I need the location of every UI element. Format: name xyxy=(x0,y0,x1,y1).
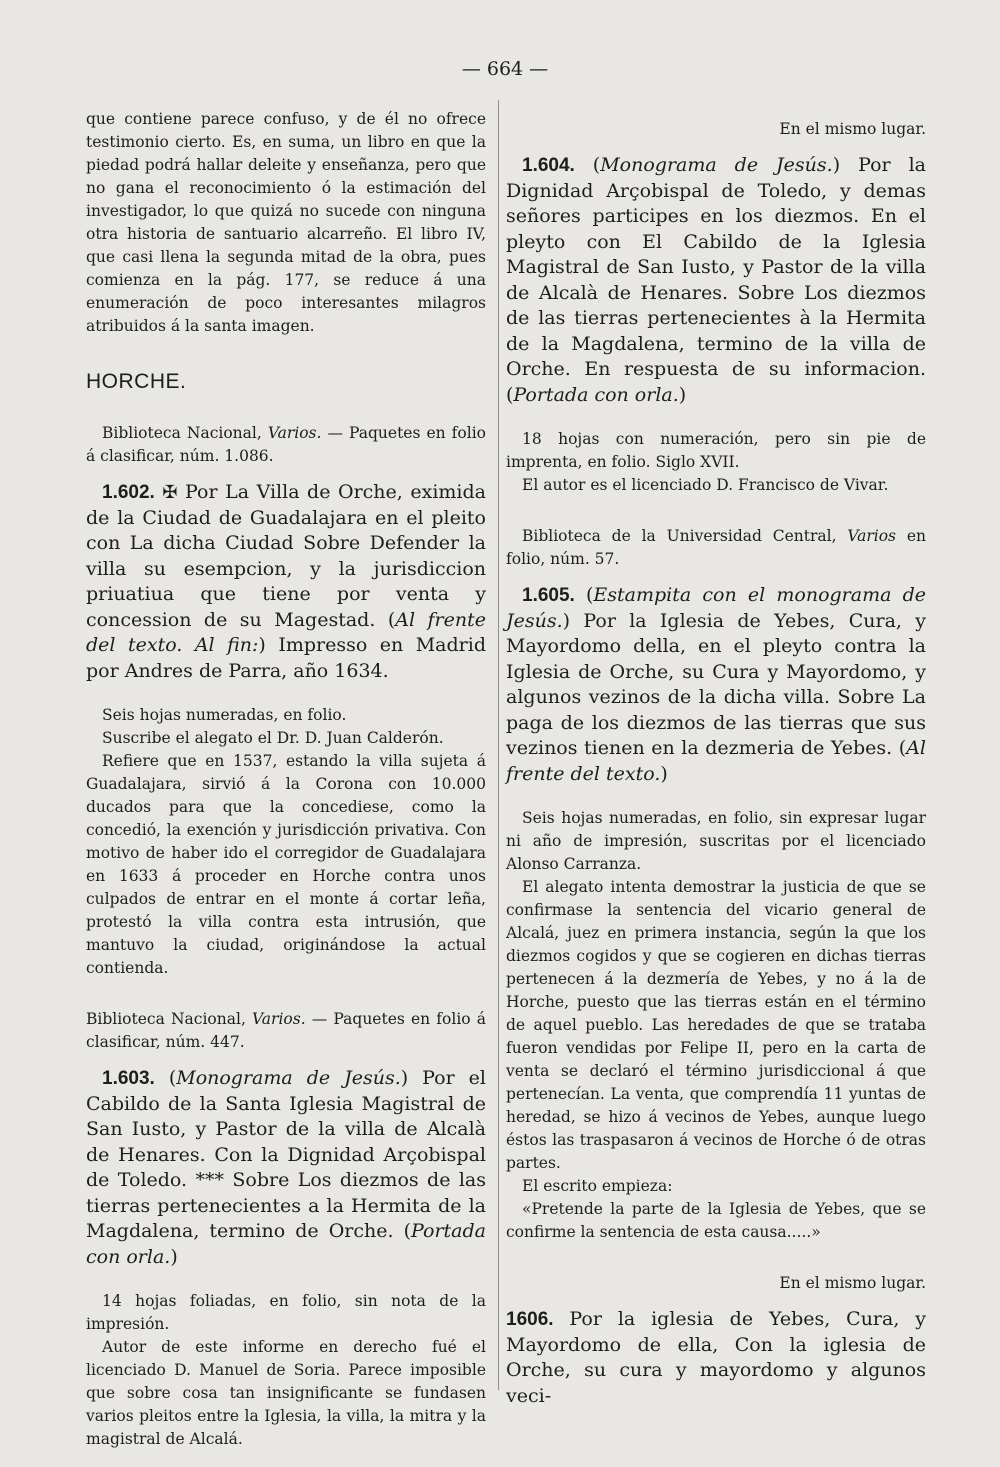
location-note: Biblioteca Nacional, Varios. — Paquetes en folio á clasificar, núm. 1.086. xyxy=(86,424,486,465)
cross-icon: ✠ xyxy=(162,482,178,503)
note: Suscribe el alegato el Dr. D. Juan Calderón. xyxy=(102,729,444,747)
location-note: En el mismo lugar. xyxy=(779,1274,926,1292)
entry-1602: 1.602. ✠ Por La Villa de Orche, eximida de la Ciudad de Guadalajara en el pleito con La dicha Ciudad Sobre Defender la villa su esempcion, y la jurisdiccion priuatiua que tiene por venta y concession de su Magestad. (Al frente del texto. Al fin:) Impresso en Madrid por Andres de Parra, año 1634. xyxy=(86,481,486,682)
entry-1603: 1.603. (Monograma de Jesús.) Por el Cabildo de la Santa Iglesia Magistral de San Iusto, y Pastor de la villa de Alcalà de Henares. Con la Dignidad Arçobispal de Toledo. *** Sobre Los diezmos de las tierras pertenecientes a la Hermita de la Magdalena, termino de Orche. (Portada con orla.) xyxy=(86,1067,486,1268)
location-note: Biblioteca Nacional, Varios. — Paquetes en folio á clasificar, núm. 447. xyxy=(86,1010,487,1051)
column-divider xyxy=(498,100,499,1390)
page-number: — 664 — xyxy=(461,58,549,80)
note: 14 hojas foliadas, en folio, sin nota de la impresión. xyxy=(86,1292,486,1333)
left-column xyxy=(86,108,486,1451)
note: El alegato intenta demostrar la justicia de que se confirmase la sentencia del vicario general de Alcalá, juez en primera instancia, según la que los diezmos cogidos y que se cogieren en dichas tierras pertenecen á la dezmería de Yebes, y no á la de Horche, puesto que las tierras están en el término de aquel pueblo. Las heredades de que se trataba fueron vendidas por Felipe II, pero en la carta de venta se declaró el término jurisdiccional á que pertenecían. La venta, que comprendía 11 yuntas de heredad, se hizo á vecinos de Yebes, aunque luego éstos las traspasaron á vecinos de Horche ó de otras partes. xyxy=(506,878,926,1172)
entry-number: 1.604. xyxy=(522,155,575,176)
entry-1605: 1.605. (Estampita con el monograma de Jesús.) Por la Iglesia de Yebes, Cura, y Mayordomo della, en el pleyto contra la Iglesia de Orche, su Cura y Mayordomo, y algunos vezinos de la dicha villa. Sobre La paga de los diezmos de las tierras que sus vezinos tienen en la dezmeria de Yebes. (Al frente del texto.) xyxy=(506,584,926,785)
note: Autor de este informe en derecho fué el licenciado D. Manuel de Soria. Parece imposible que sobre cosa tan insignificante se fundasen varios pleitos entre la Iglesia, la villa, la mitra y la magistral de Alcalá. xyxy=(86,1338,486,1448)
note: El autor es el licenciado D. Francisco de Vivar. xyxy=(522,476,889,494)
entry-1606: 1606. Por la iglesia de Yebes, Cura, y Mayordomo de ella, Con la iglesia de Orche, su cura y mayordomo y algunos veci- xyxy=(506,1308,926,1407)
note: El escrito empieza: xyxy=(522,1177,673,1195)
entry-number: 1.603. xyxy=(102,1068,155,1089)
location-note: Biblioteca de la Universidad Central, Varios en folio, núm. 57. xyxy=(506,527,926,568)
right-column xyxy=(506,118,926,1409)
entry-number: 1.605. xyxy=(522,585,575,606)
section-heading: HORCHE. xyxy=(86,370,187,393)
note: 18 hojas con numeración, pero sin pie de imprenta, en folio. Siglo XVII. xyxy=(506,430,926,471)
location-note: En el mismo lugar. xyxy=(779,120,926,138)
quote: «Pretende la parte de la Iglesia de Yebes, que se confirme la sentencia de esta causa.....» xyxy=(506,1200,926,1241)
entry-number: 1.602. xyxy=(102,482,155,503)
note: Seis hojas numeradas, en folio. xyxy=(102,706,347,724)
intro-paragraph: que contiene parece confuso, y de él no ofrece testimonio cierto. Es, en suma, un libro en que la piedad podrá hallar deleite y enseñanza, pero que no gana el reconocimiento ó la estimación del investigador, lo que quizá no sucede con ninguna otra historia de santuario alcarreño. El libro IV, que casi llena la segunda mitad de la obra, pues comienza en la pág. 177, se reduce á una enumeración de poco interesantes milagros atribuidos á la santa imagen. xyxy=(86,110,486,335)
note: Refiere que en 1537, estando la villa sujeta á Guadalajara, sirvió á la Corona con 10.000 ducados para que la concediese, como la concedió, la exención y jurisdicción privativa. Con motivo de haber ido el corregidor de Guadalajara en 1633 á proceder en Horche contra unos culpados de entrar en el monte á cortar leña, protestó la villa contra esta intrusión, que mantuvo la ciudad, originándose la actual contienda. xyxy=(86,752,486,977)
entry-number: 1606. xyxy=(506,1309,554,1330)
entry-1604: 1.604. (Monograma de Jesús.) Por la Dignidad Arçobispal de Toledo, y demas señores participes en los diezmos. En el pleyto con El Cabildo de la Iglesia Magistral de San Iusto, y Pastor de la villa de Alcalà de Henares. Sobre Los diezmos de las tierras pertenecientes à la Hermita de la Magdalena, termino de la villa de Orche. En respuesta de su informacion. (Portada con orla.) xyxy=(506,154,926,406)
note: Seis hojas numeradas, en folio, sin expresar lugar ni año de impresión, suscritas por el licenciado Alonso Carranza. xyxy=(506,809,926,873)
